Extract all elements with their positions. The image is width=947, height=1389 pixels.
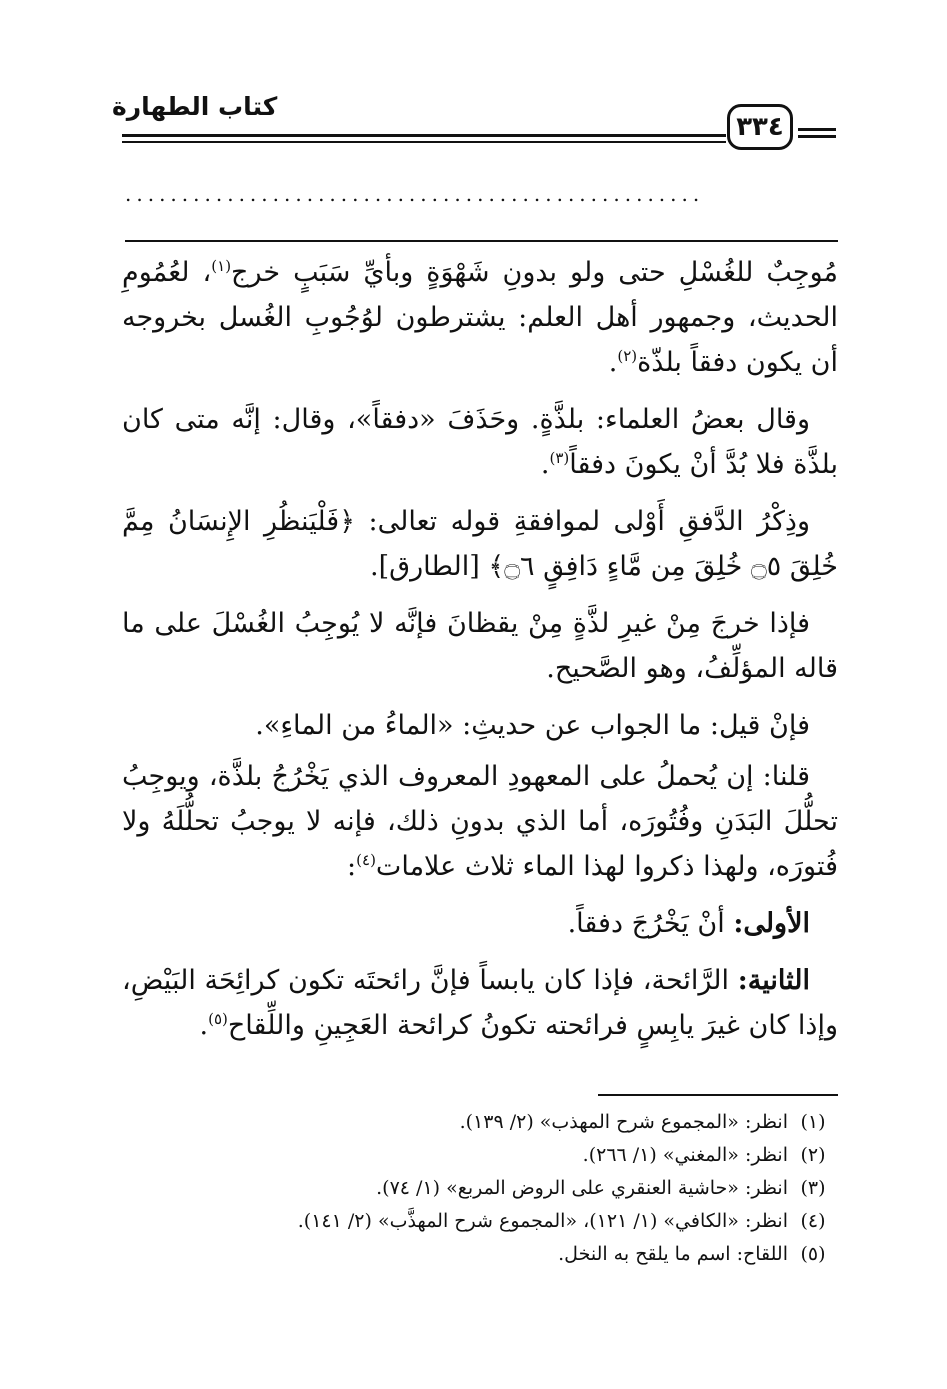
footnote-text: انظر: «المغني» (١/ ٢٦٦). — [582, 1144, 788, 1166]
paragraph-text: : — [347, 851, 357, 882]
paragraph-text: وقال بعضُ العلماء: بلذَّةٍ. وحَذَفَ «دفقاً»، وقال: إنَّه متى كان بلذَّة فلا بُدَّ أنْ يكونَ دفقاً — [122, 404, 838, 480]
footnote-text: انظر: «المجموع شرح المهذب» (٢/ ١٣٩). — [459, 1111, 788, 1133]
paragraph-text: . — [540, 449, 550, 480]
footnote-ref: (٤) — [356, 851, 376, 869]
paragraph — [122, 754, 838, 889]
footnote-number: (٣) — [800, 1177, 826, 1199]
item-label: الأولى: — [733, 908, 810, 939]
paragraph-text: الرَّائحة، فإذا كان يابساً فإنَّ رائحتَه تكون كرائِحَة البَيْضِ، وإذا كان غيرَ يابِسٍ فرائحته تكونُ كرائحة العَجِينِ واللِّقاح — [122, 965, 838, 1041]
footnote — [122, 1238, 838, 1271]
footnote-text: انظر: «الكافي» (١/ ١٢١)، «المجموع شرح المهذَّب» (٢/ ١٤١). — [297, 1210, 788, 1232]
paragraph — [122, 250, 838, 385]
paragraph-text: أنْ يَخْرُجَ دفقاً. — [567, 908, 725, 939]
section-rule — [125, 240, 838, 242]
paragraph — [122, 901, 838, 946]
footnote-text: انظر: «حاشية العنقري على الروض المربع» (١/ ٧٤). — [376, 1177, 788, 1199]
paragraph-text: . — [199, 1010, 209, 1041]
footnote-ref: (٥) — [208, 1010, 228, 1028]
paragraph — [122, 703, 838, 748]
paragraph-text: وذِكْرُ الدَّفقِ أَوْلى لموافقةِ قوله تعالى: ﴿فَلْيَنظُرِ الإِنسَانُ مِمَّ خُلِقَ ۝٥ خُلِقَ مِن مَّاءٍ دَافِقٍ ۝٦﴾ [الطارق]. — [122, 506, 838, 582]
footnote-rule — [598, 1094, 838, 1096]
paragraph — [122, 601, 838, 691]
footnotes — [122, 1106, 838, 1271]
footnote-number: (٥) — [800, 1243, 826, 1265]
paragraph-text: فإذا خرجَ مِنْ غيرِ لذَّةٍ مِنْ يقظانَ فإنَّه لا يُوجِبُ الغُسْلَ على ما قاله المؤلِّفُ، وهو الصَّحيح. — [122, 608, 838, 684]
paragraph-text: . — [608, 347, 618, 378]
footnote-number: (٤) — [800, 1210, 826, 1232]
footnote-number: (٢) — [800, 1144, 826, 1166]
ellipsis-separator: ................................................... — [125, 182, 705, 206]
paragraph — [122, 958, 838, 1048]
footnote-ref: (٢) — [617, 347, 638, 365]
footnote-number: (١) — [800, 1111, 826, 1133]
footnote-ref: (٣) — [549, 449, 570, 467]
running-header-title: كتاب الطهارة — [112, 92, 278, 121]
main-text — [122, 250, 838, 1060]
header-rule-thin — [122, 141, 726, 143]
footnote — [122, 1205, 838, 1238]
footnote-ref: (١) — [211, 257, 232, 275]
paragraph-text: مُوجِبٌ للغُسْلِ حتى ولو بدونِ شَهْوَةٍ وبأيِّ سَبَبٍ خرج — [231, 257, 839, 288]
header-side-rule — [798, 128, 836, 131]
footnote — [122, 1106, 838, 1139]
paragraph-text: ، لعُمُومِ الحديث، وجمهور أهل العلم: يشترطون لوُجُوبِ الغُسل بخروجه أن يكون دفقاً بلذّة — [122, 257, 838, 378]
paragraph-text: فإنْ قيل: ما الجواب عن حديثِ: «الماءُ من الماءِ». — [255, 710, 810, 741]
footnote-text: اللقاح: اسم ما يلقح به النخل. — [558, 1243, 788, 1265]
header-rule — [122, 134, 726, 137]
paragraph-text: قلنا: إن يُحملُ على المعهودِ المعروف الذي يَخْرُجُ بلذَّة، ويوجِبُ تحلُّلَ البَدَنِ وفُتُورَه، أما الذي بدونِ ذلك، فإنه لا يوجبُ تحلُّلَهُ ولا فُتورَه، ولهذا ذكروا لهذا الماء ثلاث علامات — [122, 761, 838, 882]
footnote — [122, 1139, 838, 1172]
paragraph — [122, 499, 838, 589]
paragraph — [122, 397, 838, 487]
header-side-rule — [798, 135, 836, 138]
item-label: الثانية: — [737, 965, 811, 996]
footnote — [122, 1172, 838, 1205]
page-number: ٣٣٤ — [727, 104, 793, 150]
